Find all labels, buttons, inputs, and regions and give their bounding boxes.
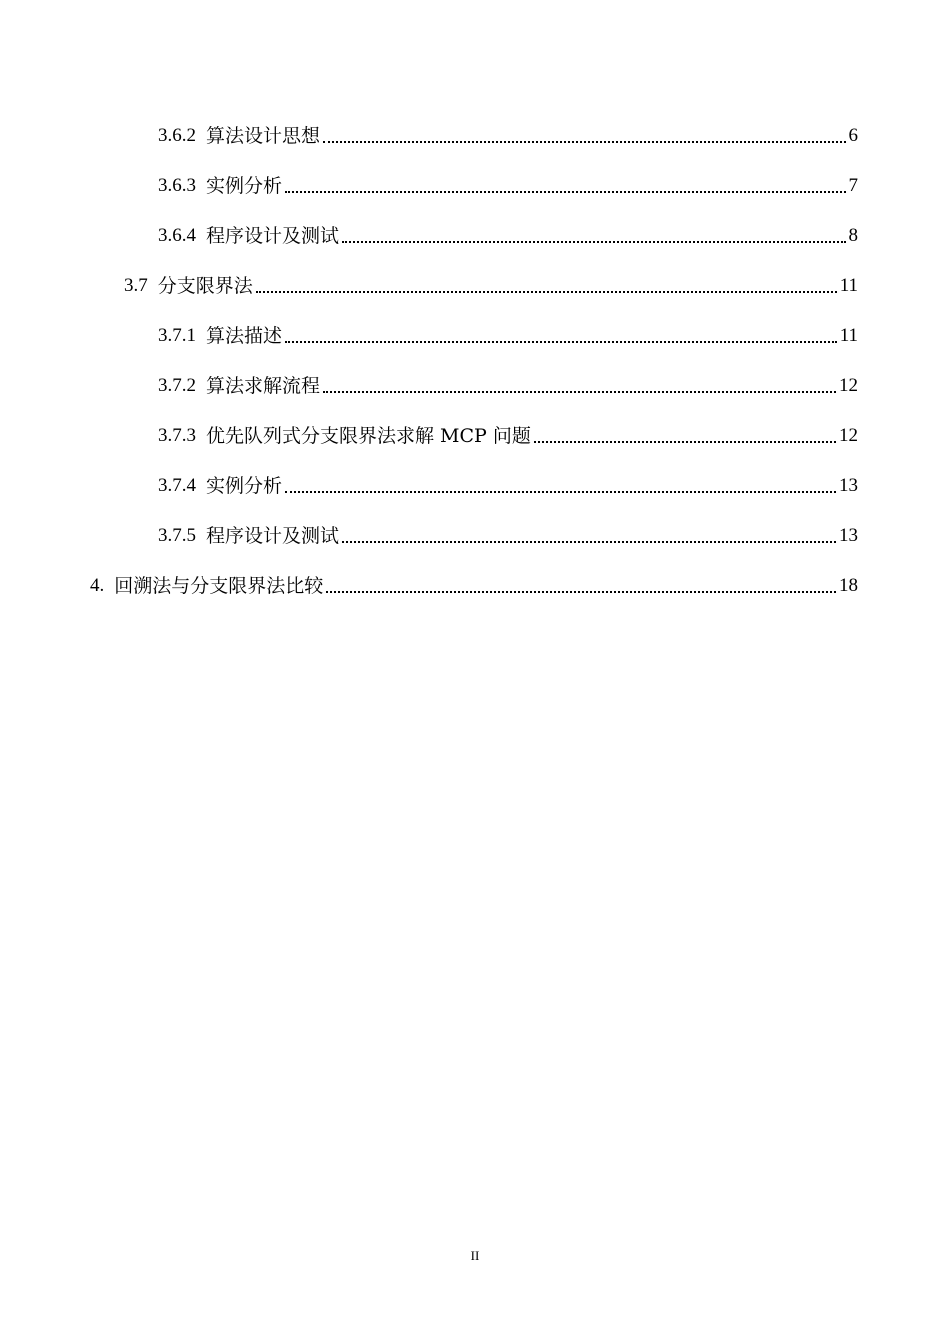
toc-dot-leader (285, 174, 845, 198)
toc-entry-3-6-4[interactable] (158, 218, 858, 248)
toc-entry-number: 3.7.1 (158, 325, 196, 346)
toc-entry-3-6-3[interactable] (158, 168, 858, 198)
toc-dot-leader (256, 274, 837, 298)
toc-dot-leader (323, 374, 836, 398)
toc-entry-title: 算法描述 (206, 325, 283, 347)
toc-entry-page: 11 (839, 275, 858, 296)
toc-entry-number: 3.7.5 (158, 525, 196, 546)
toc-entry-3-7-3[interactable] (158, 418, 858, 448)
toc-entry-number: 3.7.3 (158, 425, 196, 446)
toc-entry-3-7[interactable] (124, 268, 858, 298)
toc-entry-number: 4. (90, 575, 105, 596)
toc-entry-3-6-2[interactable] (158, 118, 858, 148)
toc-entry-page: 6 (848, 125, 858, 146)
toc-entry-title: 分支限界法 (157, 275, 253, 297)
toc-entry-4[interactable] (90, 568, 858, 598)
toc-entry-page: 11 (839, 325, 858, 346)
toc-entry-title: 算法设计思想 (206, 125, 321, 147)
toc-entry-3-7-2[interactable] (158, 368, 858, 398)
toc-dot-leader (534, 424, 836, 448)
toc-entry-number: 3.7.2 (158, 375, 196, 396)
toc-entry-title: 回溯法与分支限界法比较 (114, 575, 324, 597)
toc-entry-title: 实例分析 (206, 175, 283, 197)
toc-entry-number: 3.7 (124, 275, 148, 296)
toc-entry-title: 实例分析 (206, 475, 283, 497)
toc-entry-number: 3.6.2 (158, 125, 196, 146)
page-number: II (470, 1248, 480, 1263)
toc-entry-3-7-5[interactable] (158, 518, 858, 548)
toc-dot-leader (326, 574, 836, 598)
toc-entry-3-7-4[interactable] (158, 468, 858, 498)
toc-entry-3-7-1[interactable] (158, 318, 858, 348)
toc-dot-leader (323, 124, 845, 148)
toc-dot-leader (285, 474, 836, 498)
toc-entry-title: 程序设计及测试 (206, 525, 340, 547)
toc-dot-leader (342, 524, 836, 548)
toc-entry-number: 3.7.4 (158, 475, 196, 496)
toc-entry-title: 优先队列式分支限界法求解 MCP 问题 (206, 425, 531, 447)
toc-entry-title: 算法求解流程 (206, 375, 321, 397)
toc-entry-page: 13 (839, 525, 858, 546)
toc-entry-number: 3.6.4 (158, 225, 196, 246)
toc-entry-page: 7 (848, 175, 858, 196)
toc-dot-leader (342, 224, 845, 248)
toc-entry-page: 8 (848, 225, 858, 246)
toc-entry-title: 程序设计及测试 (206, 225, 340, 247)
toc-entry-page: 12 (839, 375, 858, 396)
toc-entry-page: 13 (839, 475, 858, 496)
toc-dot-leader (285, 324, 837, 348)
toc-entry-page: 12 (839, 425, 858, 446)
toc-entry-page: 18 (839, 575, 858, 596)
toc-entry-number: 3.6.3 (158, 175, 196, 196)
